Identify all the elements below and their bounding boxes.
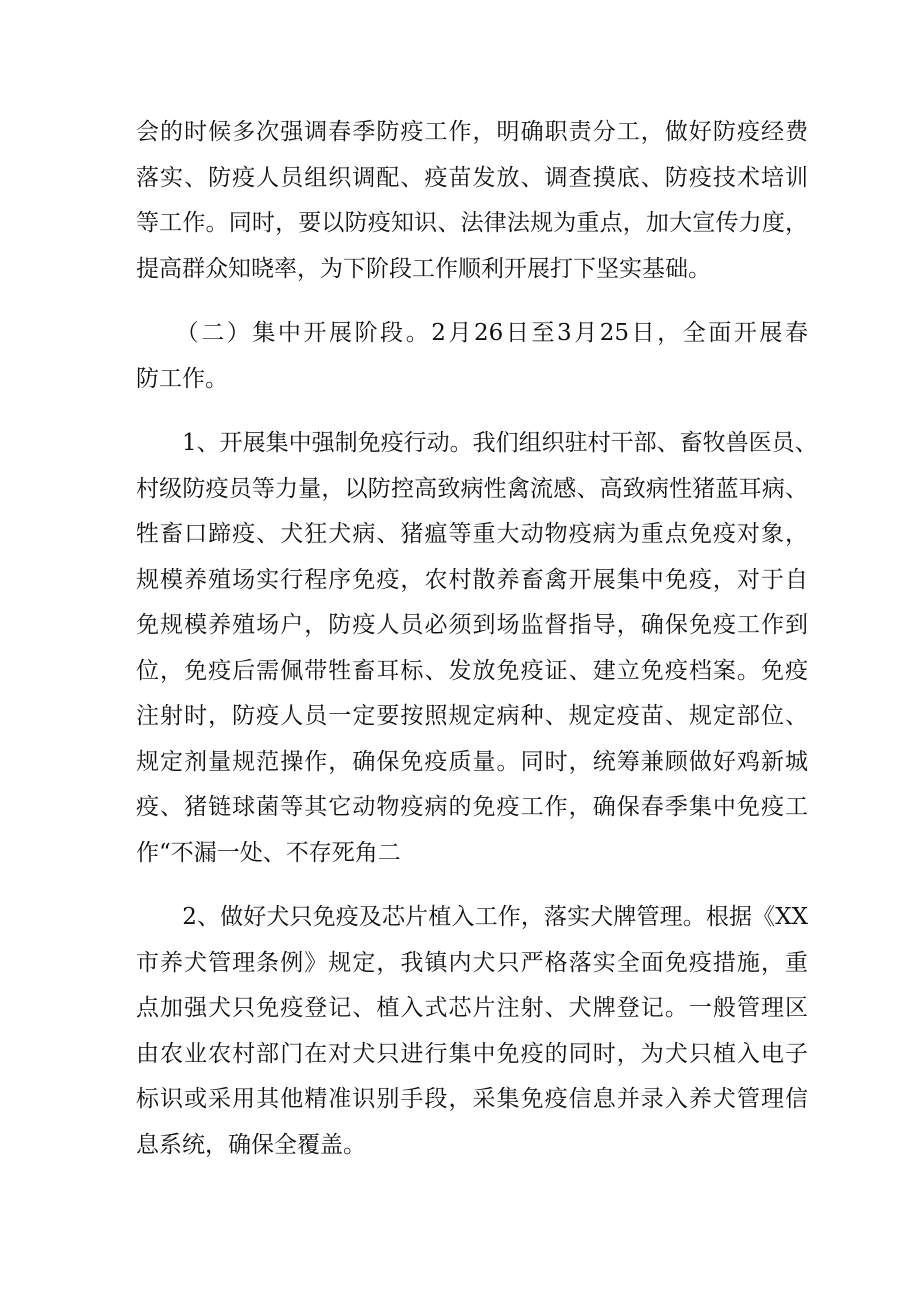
text-line: 免规模养殖场户，防疫人员必须到场监督指导，确保免疫工作到: [136, 612, 808, 638]
paragraph-gap: [136, 292, 808, 311]
text-line: 规定剂量规范操作，确保免疫质量。同时，统筹兼顾做好鸡新城: [136, 748, 808, 775]
document-page: [136, 110, 818, 1168]
paragraph-gap: [136, 876, 808, 895]
text-line: 提高群众知晓率，为下阶段工作顺利开展打下坚实基础。: [136, 255, 711, 282]
paragraph-gap: [136, 402, 808, 421]
text-line: 市养犬管理条例》规定，我镇内犬只严格落实全面免疫措施，重: [136, 949, 808, 976]
text-line: （二）集中开展阶段。2月26日至3月25日，全面开展春: [136, 320, 808, 346]
text-line: 位，免疫后需佩带牲畜耳标、发放免疫证、建立免疫档案。免疫: [136, 657, 808, 684]
text-line: 会的时候多次强调春季防疫工作，明确职责分工，做好防疫经费: [136, 119, 808, 145]
text-line: 村级防疫员等力量，以防控高致病性禽流感、高致病性猪蓝耳病、: [136, 475, 808, 502]
paragraph-2: [136, 311, 808, 402]
text-line: 1、开展集中强制免疫行动。我们组织驻村干部、畜牧兽医员、: [136, 430, 818, 456]
text-line: 由农业农村部门在对犬只进行集中免疫的同时，为犬只植入电子: [136, 1040, 808, 1067]
text-line: 点加强犬只免疫登记、植入式芯片注射、犬牌登记。一般管理区: [136, 995, 808, 1021]
text-line: 等工作。同时，要以防疫知识、法律法规为重点，加大宣传力度，: [136, 210, 808, 236]
text-line: 规模养殖场实行程序免疫，农村散养畜禽开展集中免疫，对于自: [136, 566, 808, 593]
text-line: 2、做好犬只免疫及芯片植入工作，落实犬牌管理。根据《XX: [136, 904, 808, 930]
text-line: 注射时，防疫人员一定要按照规定病种、规定疫苗、规定部位、: [136, 703, 808, 729]
paragraph-3: [136, 421, 818, 876]
text-line: 作“不漏一处、不存死角二: [136, 839, 401, 866]
text-line: 防工作。: [136, 365, 228, 392]
text-line: 落实、防疫人员组织调配、疫苗发放、调查摸底、防疫技术培训: [136, 164, 808, 191]
text-line: 标识或采用其他精准识别手段，采集免疫信息并录入养犬管理信: [136, 1086, 808, 1112]
paragraph-1: [136, 110, 808, 292]
text-line: 牲畜口蹄疫、犬狂犬病、猪瘟等重大动物疫病为重点免疫对象，: [136, 521, 808, 547]
text-line: 息系统，确保全覆盖。: [136, 1131, 366, 1158]
paragraph-4: [136, 895, 808, 1168]
text-line: 疫、猪链球菌等其它动物疫病的免疫工作，确保春季集中免疫工: [136, 794, 808, 820]
